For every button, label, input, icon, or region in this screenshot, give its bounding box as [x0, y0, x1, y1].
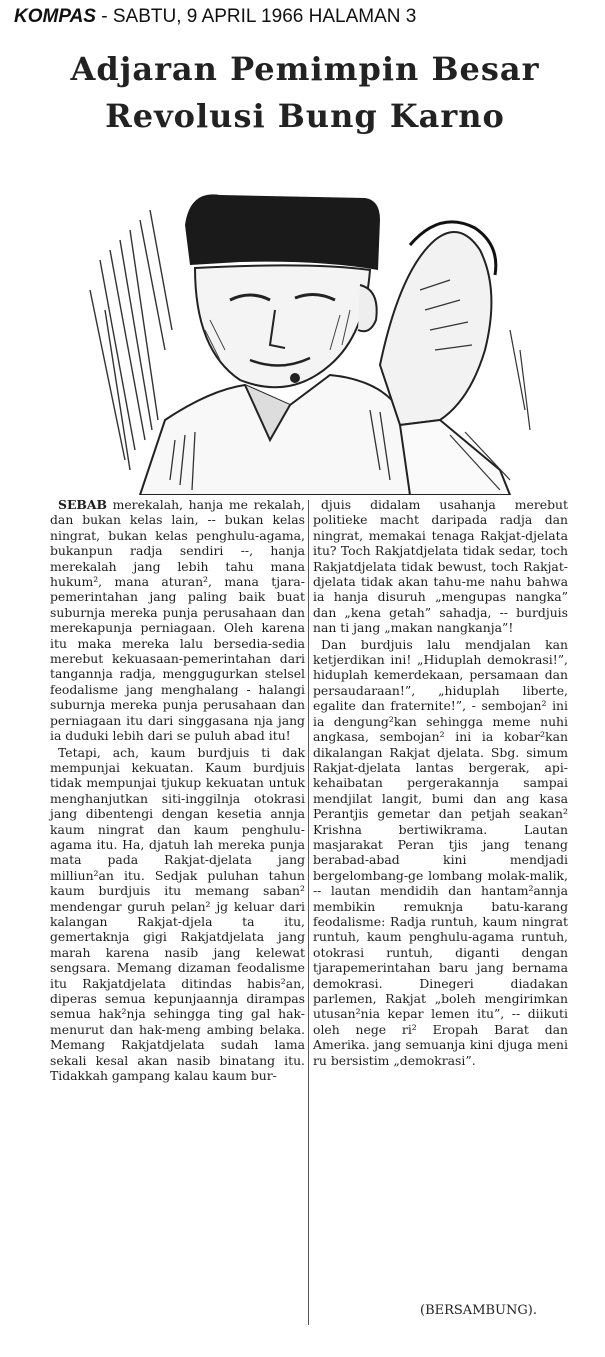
- portrait-sketch-icon: [80, 150, 535, 495]
- date-line: - SABTU, 9 APRIL 1966 HALAMAN 3: [95, 6, 417, 27]
- lead-word: SEBAB: [58, 497, 107, 512]
- column-divider: [308, 500, 309, 1325]
- newspaper-name: KOMPAS: [14, 6, 96, 27]
- article-headline: Adjaran Pemimpin Besar Revolusi Bung Karno: [70, 50, 540, 135]
- continuation-note: (BERSAMBUNG).: [420, 1303, 537, 1318]
- paragraph-1: [50, 497, 305, 744]
- article-column-right: [313, 497, 568, 1068]
- newspaper-header: [14, 6, 594, 28]
- article-column-left: [50, 497, 305, 1083]
- paragraph-3: djuis didalam usahanja merebut politieke macht daripada radja dan ningrat, memakai tenaga Rakjat-djelata itu? Toch Rakjatdjelata tidak sedar, toch Rakjatdjelata tidak bewust, toch Rakjat-djelata tidak akan tahu-me nahu bahwa ia hanja disuruh „mengupas nangka” dan „kena getah” sahadja, -- burdjuis nan ti jang „makan nangkanja”!: [313, 497, 568, 636]
- paragraph-4: Dan burdjuis lalu mendjalan kan ketjerdikan ini! „Hiduplah demokrasi!”, hiduplah kemerdekaan, persamaan dan persaudaraan!”, „hiduplah liberte, egalite dan fraternite!”, - sembojan² ini ia dengung²kan sehingga meme nuhi angkasa, sembojan² ini ia kobar²kan dikalangan Rakjat djelata. Sbg. simum Rakjat-djelata lantas bergerak, api-kehaibatan pergerakannja sampai mendjilat langit, bumi dan ang kasa Perantjis gemetar dan petjah seakan² Krishna bertiwikrama. Lautan masjarakat Peran tjis jang tenang berabad-abad kini mendjadi bergelombang-ge lombang molak-malik, -- lautan mendidih dan hantam²annja membikin remuknja batu-karang feodalisme: Radja runtuh, kaum ningrat runtuh, kaum penghulu-agama runtuh, otokrasi runtuh, diganti dengan tjarapemerintahan baru jang bernama demokrasi. Dinegeri diadakan parlemen, Rakjat „boleh mengirimkan utusan²nia kepar lemen itu”, -- diikuti oleh nege ri² Eropah Barat dan Amerika. jang semuanja kini djuga meni ru bersistim „demokrasi”.: [313, 636, 568, 1068]
- paragraph-2: Tetapi, ach, kaum burdjuis ti dak mempunjai kekuatan. Kaum burdjuis tidak mempunjai tjukup kekuatan untuk menghanjutkan siti-inggilnja otokrasi jang dibentengi dengan kesetia annja kaum ningrat dan kaum penghulu-agama itu. Ha, djatuh lah mereka punja mata pada Rakjat-djelata jang milliun²an itu. Sedjak puluhan tahun kaum burdjuis itu memang saban² mendengar guruh pelan² jg keluar dari kalangan Rakjat-djela ta itu, gemertaknja gigi Rakjatdjelata jang marah karena nasib jang kelewat sengsara. Memang dizaman feodalisme itu Rakjatdjelata ditindas habis²an, diperas semua kepunjaannja dirampas semua hak²nja sehingga ting gal hak-menurut dan hak-meng ambing belaka. Memang Rakjatdjelata sudah lama sekali kesal akan nasib binatang itu. Tidakkah gampang kalau kaum bur-: [50, 744, 305, 1084]
- paragraph-1-text: merekalah, hanja me rekalah, dan bukan kelas lain, -- bukan kelas ningrat, bukan kelas penghulu-agama, bukanpun radja sendiri --, hanja merekalah jang lebih tahu mana hukum², mana aturan², mana tjara-pemerintahan jang paling baik buat suburnja mereka punja perusahaan dan merekapunja perniagaan. Oleh karena itu maka mereka lalu bersedia-sedia merebut kekuasaan-pemerintahan dari tangannja radja, menggugurkan stelsel feodalisme jang menghalang - halangi suburnja mereka punja perusahaan dan perniagaan itu dari singgasana nja jang ia duduki lebih dari se puluh abad itu!: [50, 497, 305, 744]
